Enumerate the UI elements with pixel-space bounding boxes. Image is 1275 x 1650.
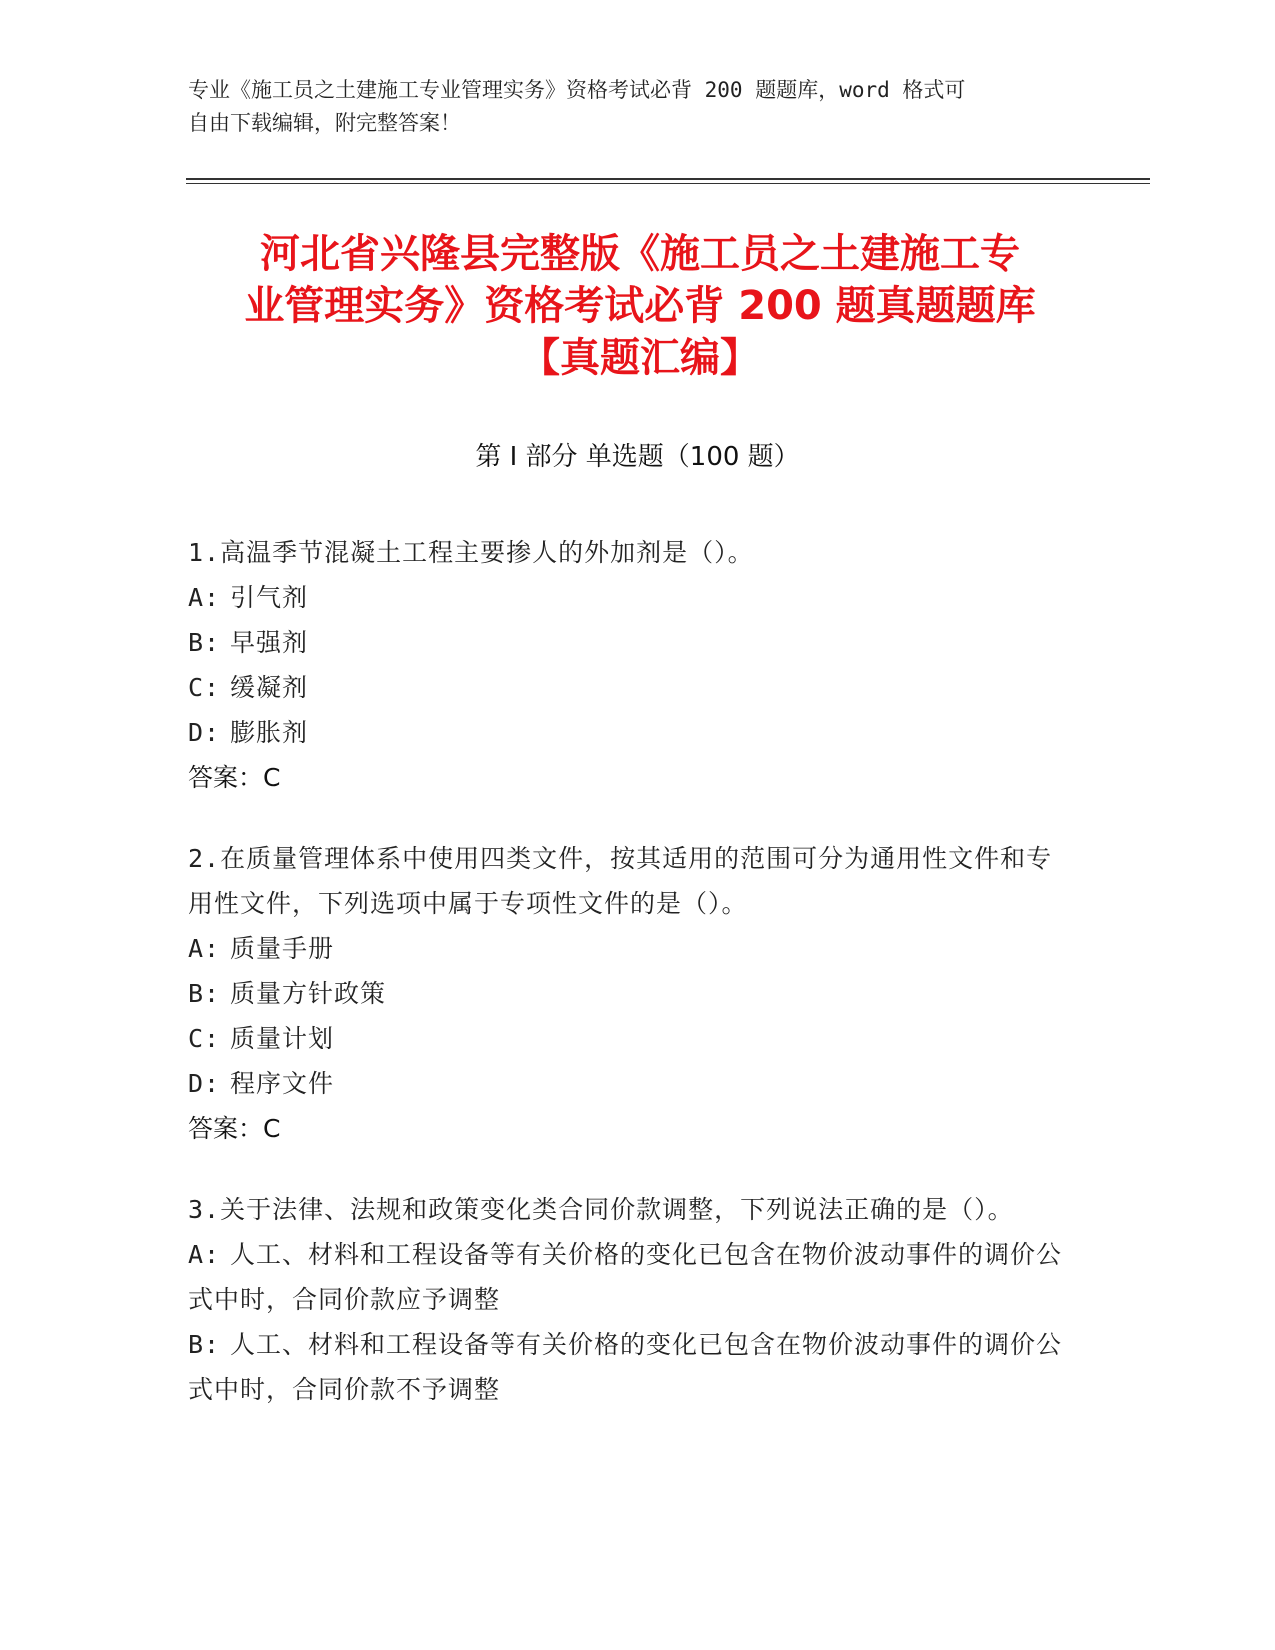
question-list [188,530,1068,1448]
option-c [188,1016,1068,1061]
option-c [188,665,1068,710]
document-title [190,228,1090,384]
option-b [188,1322,1068,1412]
option-a [188,1232,1068,1322]
question-item [188,1187,1068,1412]
answer: 答案：C [188,763,281,792]
title-line-2: 业管理实务》资格考试必背 200 题真题题库 [244,283,1036,329]
option-a [188,575,1068,620]
option-text: 缓凝剂 [230,673,309,702]
option-a [188,926,1068,971]
option-letter: D: [188,718,221,747]
header-divider-thin [186,183,1150,184]
option-letter: B: [188,628,221,657]
option-letter: B: [188,979,221,1008]
option-letter: D: [188,1069,221,1098]
option-text: 引气剂 [230,583,309,612]
option-text: 人工、材料和工程设备等有关价格的变化已包含在物价波动事件的调价公式中时，合同价款应予调整 [188,1240,1063,1314]
option-letter: A: [188,934,221,963]
question-text: 2.在质量管理体系中使用四类文件，按其适用的范围可分为通用性文件和专用性文件，下列选项中属于专项性文件的是（）。 [188,844,1053,918]
option-letter: A: [188,583,221,612]
question-item [188,836,1068,1151]
option-letter: B: [188,1330,221,1359]
section-heading: 第 I 部分 单选题（100 题） [475,442,800,472]
title-line-1: 河北省兴隆县完整版《施工员之土建施工专 [260,231,1020,277]
title-line-3: 【真题汇编】 [520,335,760,381]
option-text: 质量手册 [230,934,335,963]
option-text: 膨胀剂 [230,718,309,747]
answer: 答案：C [188,1114,281,1143]
option-text: 人工、材料和工程设备等有关价格的变化已包含在物价波动事件的调价公式中时，合同价款不予调整 [188,1330,1063,1404]
header-divider-thick [186,178,1150,180]
option-letter: A: [188,1240,221,1269]
option-text: 早强剂 [230,628,309,657]
option-letter: C: [188,1024,221,1053]
question-text: 1.高温季节混凝土工程主要掺人的外加剂是（）。 [188,538,754,567]
option-text: 程序文件 [230,1069,335,1098]
option-d [188,1061,1068,1106]
question-item [188,530,1068,800]
option-letter: C: [188,673,221,702]
option-d [188,710,1068,755]
question-text: 3.关于法律、法规和政策变化类合同价款调整，下列说法正确的是（）。 [188,1195,1014,1224]
header-note: 专业《施工员之土建施工专业管理实务》资格考试必背 200 题题库，word 格式可 自由下载编辑，附完整答案！ [188,78,966,135]
option-text: 质量方针政策 [230,979,387,1008]
option-b [188,971,1068,1016]
option-text: 质量计划 [230,1024,335,1053]
option-b [188,620,1068,665]
